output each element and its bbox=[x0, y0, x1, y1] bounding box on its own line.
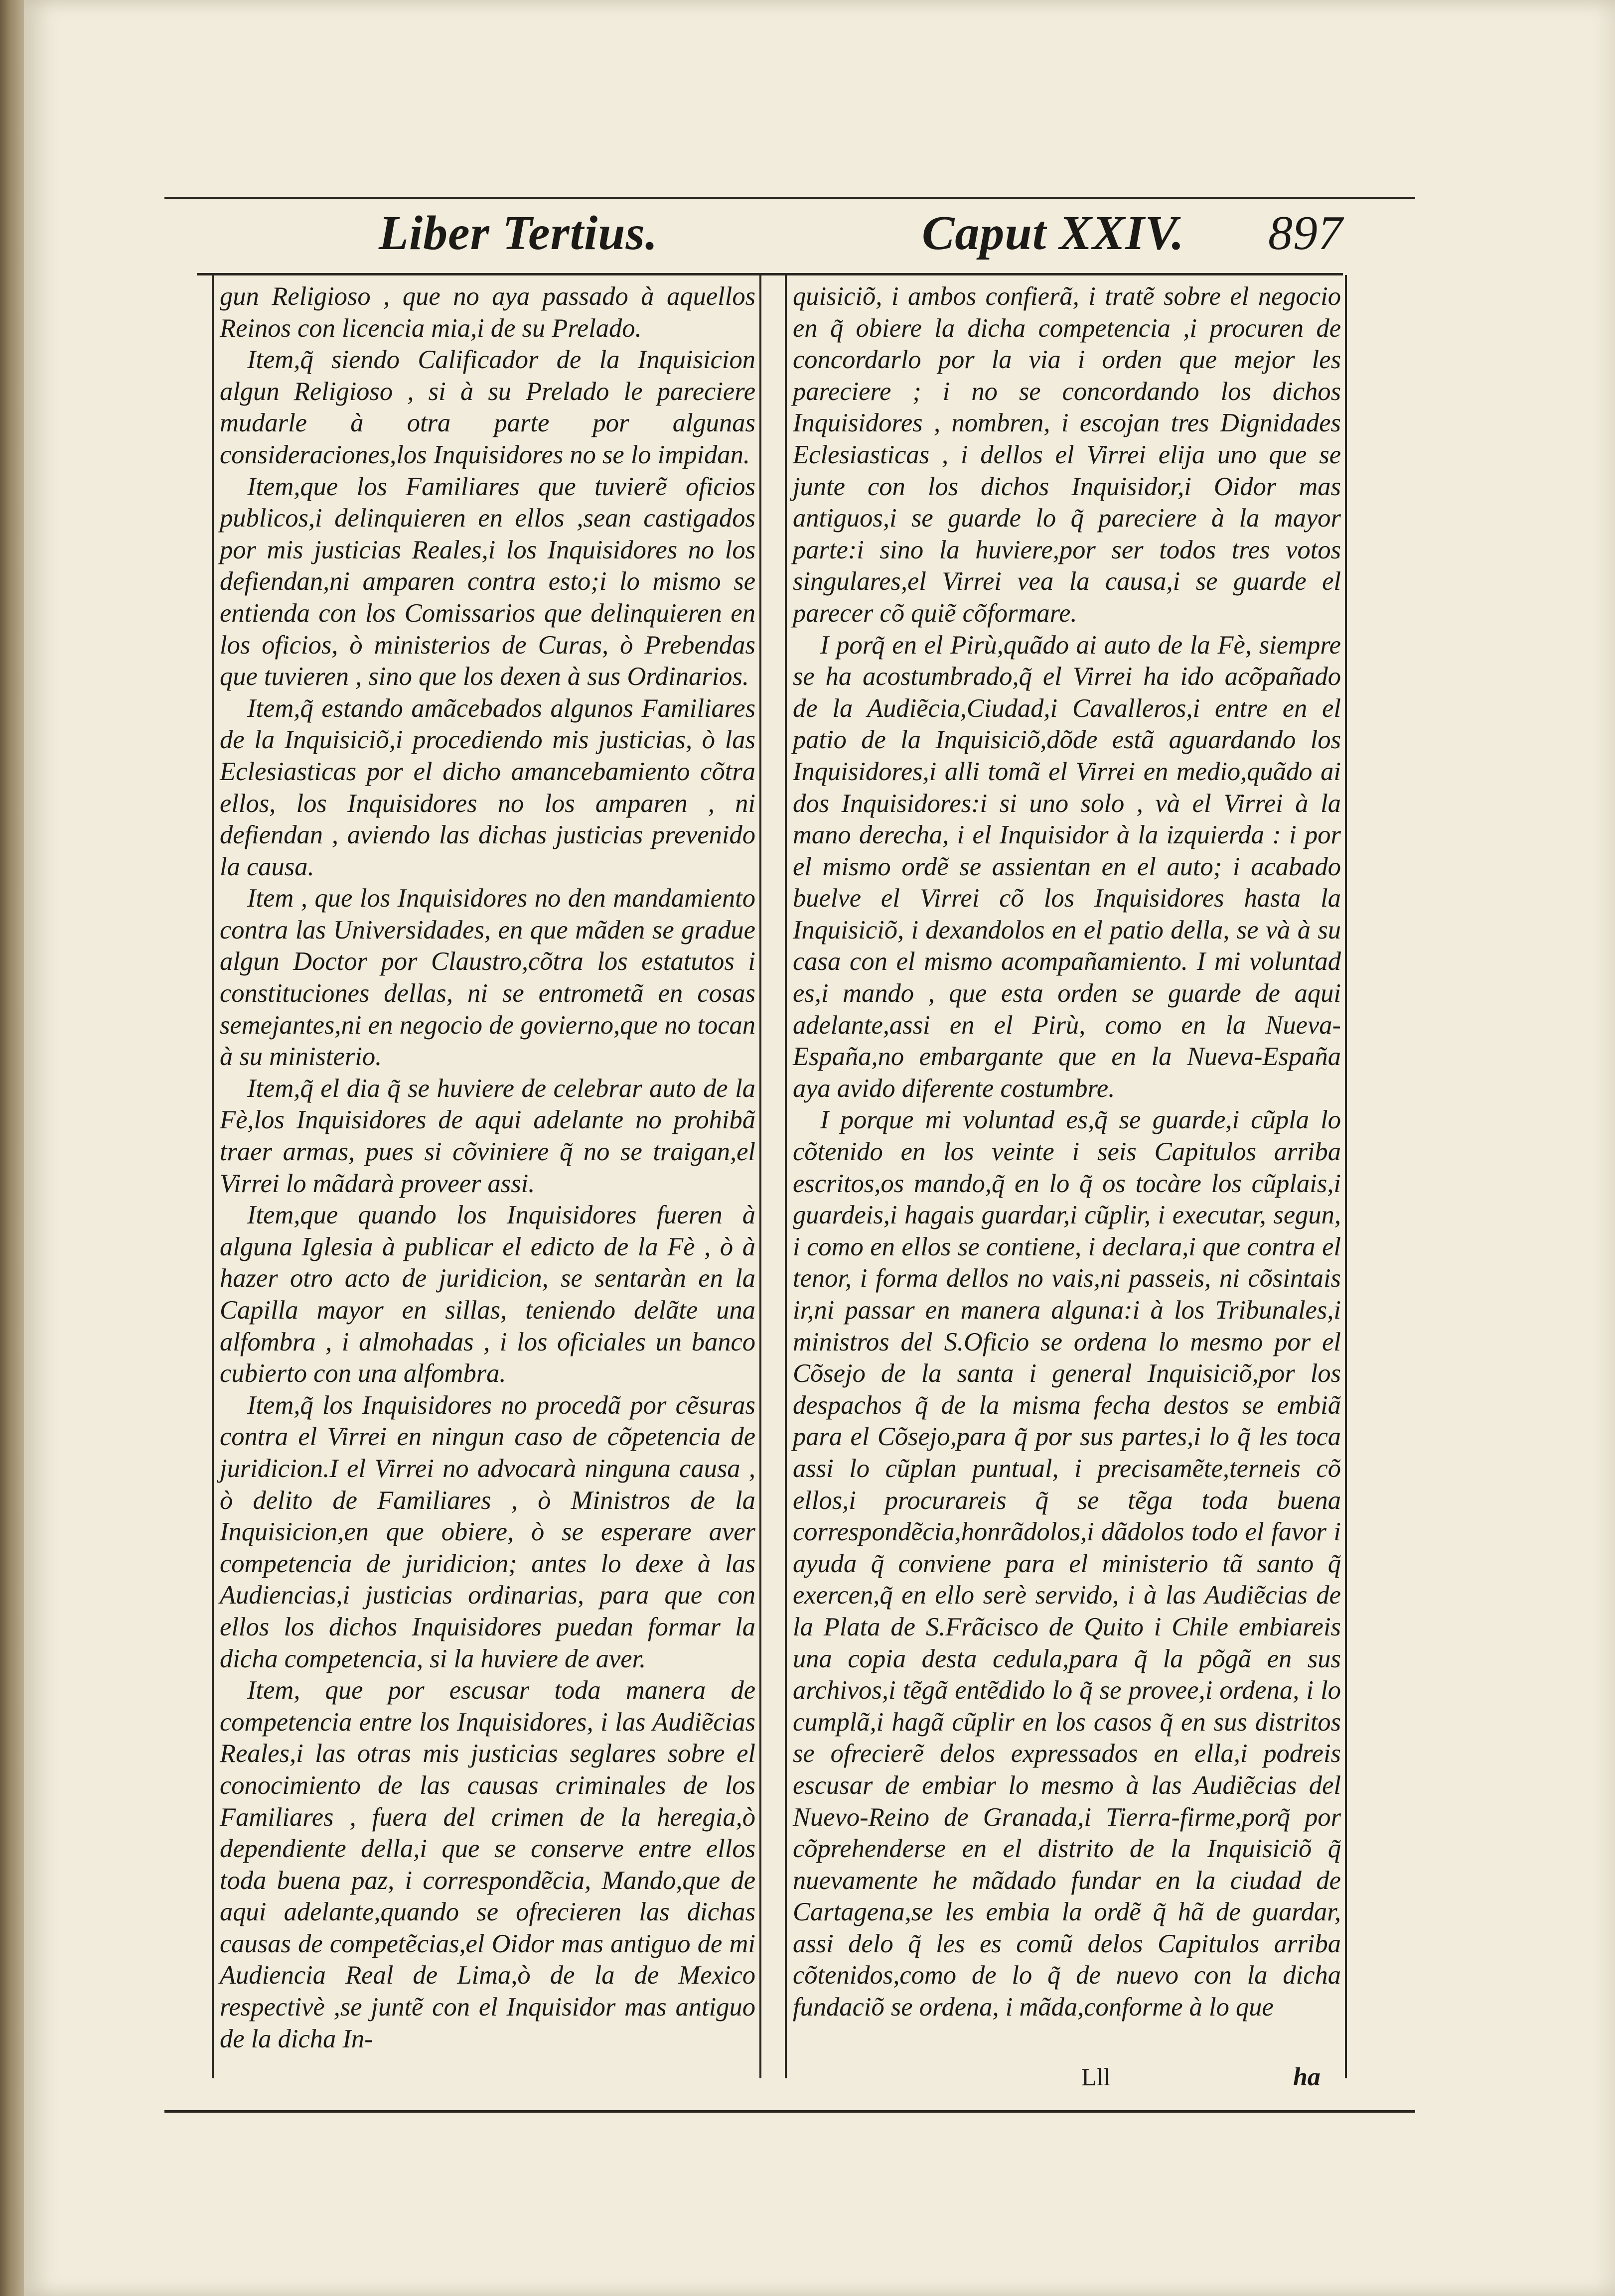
paragraph: I porque mi voluntad es,q̃ se guarde,i cũpla lo cõtenido en los veinte i seis Capitulos arriba escritos,os mando,q̃ en lo q̃ os tocàre los cũplais,i guardeis,i hagais guardar,i cũplir, i executar, segun, i como en ellos se contiene, i declara,i que contra el tenor, i forma dellos no vais,ni passeis, ni cõsintais ir,ni passar en manera alguna:i à los Tribunales,i ministros del S.Oficio se ordena lo mesmo por el Cõsejo de la santa i general Inquisiciõ,por los despachos q̃ de la misma fecha destos se embiã para el Cõsejo,para q̃ por sus partes,i lo q̃ les toca assi lo cũplan puntual, i precisamẽte,terneis cõ ellos,i procurareis q̃ se tẽga toda buena correspondẽcia,honrãdolos,i dãdolos todo el favor i ayuda q̃ conviene para el ministerio tã santo q̃ exercen,q̃ en ello serè servido, i à las Audiẽcias de la Plata de S.Frãcisco de Quito i Chile embiareis una copia desta cedula,para q̃ la põgã en sus archivos,i tẽgã entẽdido lo q̃ se provee,i ordena, i lo cumplã,i hagã cũplir en los casos q̃ en sus distritos se ofrecierẽ delos expressados en ella,i podreis escusar de embiar lo mesmo à las Audiẽcias del Nuevo-Reino de Granada,i Tierra-firme,porq̃ por cõprehenderse en el distrito de la Inquisiciõ q̃ nuevamente he mãdado fundar en la ciudad de Cartagena,se les embia la ordẽ q̃ hã de guardar, assi delo q̃ les es comũ delos Capitulos arriba cõtenidos,como de lo q̃ de nuevo con la dicha fundaciõ se ordena, i mãda,conforme à lo que bbox=[793, 1105, 1341, 2022]
paragraph: Item,q̃ el dia q̃ se huviere de celebrar auto de la Fè,los Inquisidores de aqui adelante no prohibã traer armas, pues si cõviniere q̃ no se traigan,el Virrei lo mãdarà proveer assi. bbox=[220, 1074, 755, 1198]
footer-rule bbox=[164, 2110, 1415, 2113]
running-head bbox=[214, 205, 1410, 280]
running-head-chapter: Caput XXIV. bbox=[922, 206, 1184, 260]
paragraph: Item,q̃ estando amãcebados algunos Familiares de la Inquisiciõ,i procediendo mis justicias, ò las Eclesiasticas por el dicho amancebamiento cõtra ellos, los Inquisidores no los amparen , ni defiendan , aviendo las dichas justicias prevenido la causa. bbox=[220, 693, 755, 881]
paragraph: Item , que los Inquisidores no den mandamiento contra las Universidades, en que mãden se gradue algun Doctor por Claustro,cõtra los estatutos i constituciones dellas, ni se entrometã en cosas semejantes,ni en negocio de govierno,que no tocan à su ministerio. bbox=[220, 884, 755, 1072]
paragraph: Item,que los Familiares que tuvierẽ oficios publicos,i delinquieren en ellos ,sean castigados por mis justicias Reales,i los Inquisidores no los defiendan,ni amparen contra esto;i lo mismo se entienda con los Comissarios que delinquieren en los oficios, ò ministerios de Curas, ò Prebendas que tuvieren , sino que los dexen à sus Ordinarios. bbox=[220, 472, 755, 691]
paragraph: gun Religioso , que no aya passado à aquellos Reinos con licencia mia,i de su Prelado. bbox=[220, 282, 755, 343]
right-column bbox=[785, 275, 1347, 2078]
left-column-text bbox=[220, 281, 755, 2078]
paragraph: Item, que por escusar toda manera de competencia entre los Inquisidores, i las Audiẽcias Reales,i las otras mis justicias seglares sobre el conocimiento de las causas criminales de los Familiares , fuera del crimen de la heregia,ò dependiente della,i que se conserve entre ellos toda buena paz, i correspondẽcia, Mando,que de aqui adelante,quando se ofrecieren las dichas causas de competẽcias,el Oidor mas antiguo de mi Audiencia Real de Lima,ò de la de Mexico respectivè ,se juntẽ con el Inquisidor mas antiguo de la dicha In- bbox=[220, 1676, 755, 2053]
paragraph: Item,q̃ siendo Calificador de la Inquisicion algun Religioso , si à su Prelado le pareciere mudarle à otra parte por algunas consideraciones,los Inquisidores no se lo impidan. bbox=[220, 345, 755, 469]
right-column-text bbox=[793, 281, 1341, 2078]
running-head-book: Liber Tertius. bbox=[379, 206, 658, 260]
page-number: 897 bbox=[1268, 206, 1343, 260]
left-column bbox=[212, 275, 761, 2078]
paragraph: Item,que quando los Inquisidores fueren à alguna Iglesia à publicar el edicto de la Fè , ò à hazer otro acto de juridicion, se sentaràn en la Capilla mayor en sillas, teniendo delãte una alfombra , i almohadas , i los oficiales un banco cubierto con una alfombra. bbox=[220, 1201, 755, 1388]
paragraph: Item,q̃ los Inquisidores no procedã por cẽsuras contra el Virrei en ningun caso de cõpetencia de juridicion.I el Virrei no advocarà ninguna causa , ò delito de Familiares , ò Ministros de la Inquisicion,en que obiere, ò se esperare aver competencia de juridicion; antes lo dexe à las Audiencias,i justicias ordinarias, para que con ellos los dichos Inquisidores puedan formar la dicha competencia, si la huviere de aver. bbox=[220, 1390, 755, 1673]
paragraph: I porq̃ en el Pirù,quãdo ai auto de la Fè, siempre se ha acostumbrado,q̃ el Virrei ha ido acõpañado de la Audiẽcia,Ciudad,i Cavalleros,i entre en el patio de la Inquisiciõ,dõde estã aguardando los Inquisidores,i alli tomã el Virrei en medio,quãdo ai dos Inquisidores:i si uno solo , và el Virrei à la mano derecha, i el Inquisidor à la izquierda : i por el mismo ordẽ se assientan en el auto; i acabado buelve el Virrei cõ los Inquisidores hasta la Inquisiciõ, i dexandolos en el patio della, se và à su casa con el mismo acompañamiento. I mi voluntad es,i mando , que esta orden se guarde de aqui adelante,assi en el Pirù, como en la Nueva-España,no embargante que en la Nueva-España aya avido diferente costumbre. bbox=[793, 630, 1341, 1103]
signature-mark: Lll bbox=[1081, 2063, 1111, 2091]
catchword: ha bbox=[1293, 2063, 1321, 2091]
paragraph: quisiciõ, i ambos confierã, i tratẽ sobre el negocio en q̃ obiere la dicha competencia ,i procuren de concordarlo por la via i orden que mejor les pareciere ; i no se concordando los dichos Inquisidores , nombren, i escojan tres Dignidades Eclesiasticas , i dellos el Virrei elija uno que se junte con los dichos Inquisidor,i Oidor mas antiguos,i se guarde lo q̃ pareciere à la mayor parte:i sino la huviere,por ser todos tres votos singulares,el Virrei vea la causa,i se guarde el parecer cõ quiẽ cõformare. bbox=[793, 282, 1341, 628]
